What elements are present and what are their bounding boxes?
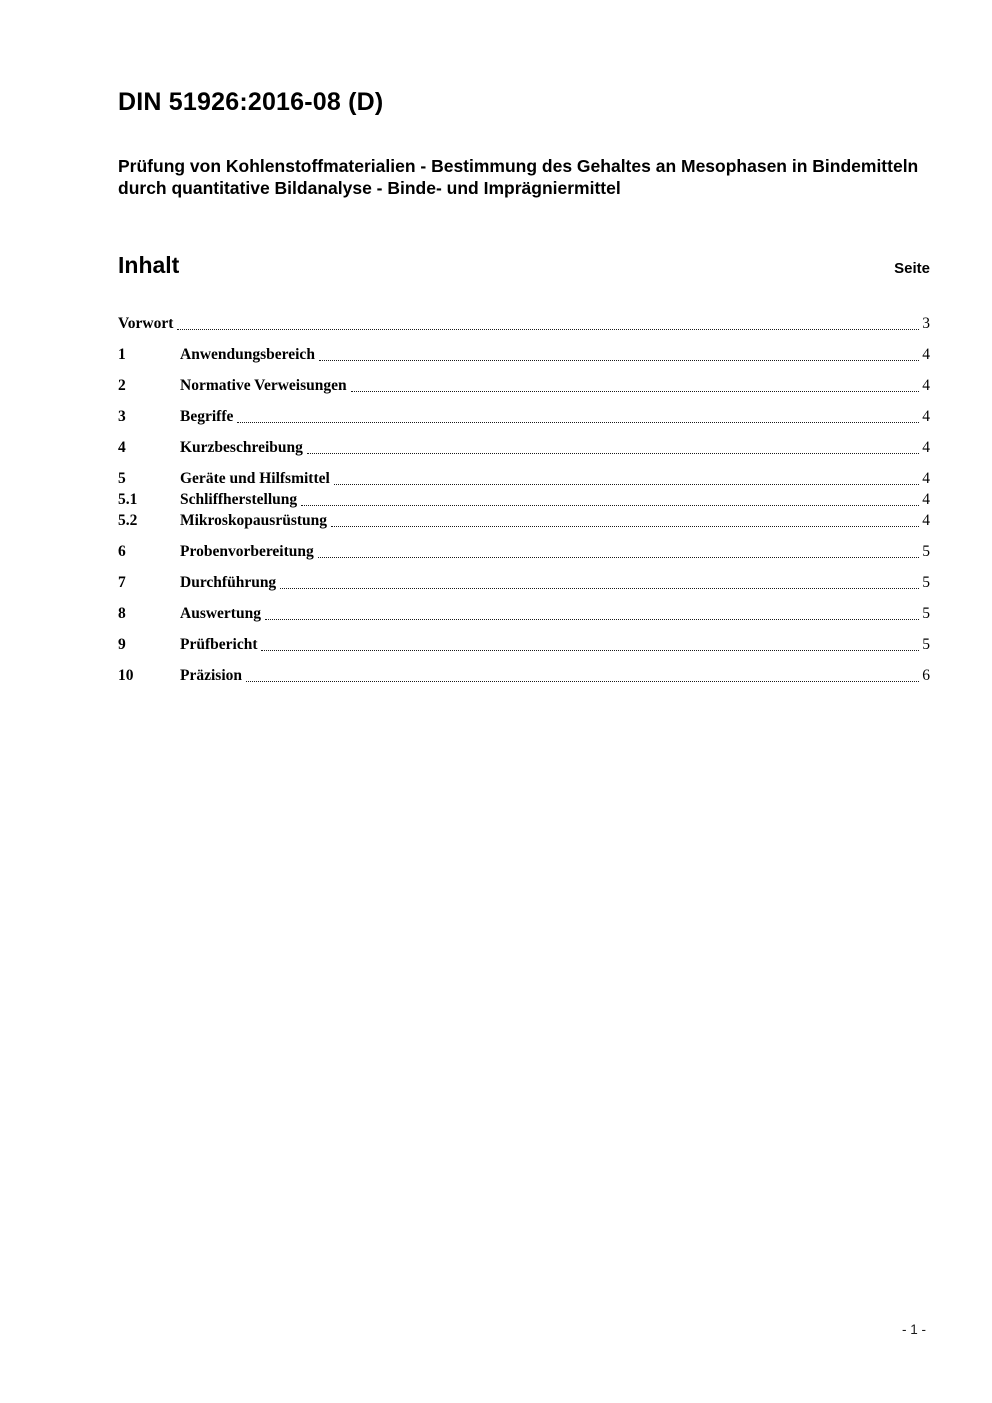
- doc-number: DIN 51926:2016-08 (D): [118, 88, 384, 116]
- toc-entry-label: Prüfbericht: [180, 635, 258, 653]
- toc-entry-number: 5.1: [118, 490, 138, 508]
- toc-entry-page: 4: [922, 469, 930, 487]
- toc-entry-number: 5: [118, 469, 126, 487]
- footer-page-number: - 1 -: [901, 1322, 926, 1337]
- toc-entry-5-1: [118, 489, 930, 510]
- toc-entry-label: Normative Verweisungen: [180, 376, 347, 394]
- toc-list: [118, 313, 930, 686]
- toc-entry-number: 10: [118, 666, 134, 684]
- toc-entry-10: [118, 665, 930, 686]
- toc-entry-8: [118, 603, 930, 624]
- toc-entry-label: Auswertung: [180, 604, 261, 622]
- toc-dot-leader: [318, 557, 919, 558]
- toc-entry-number: 7: [118, 573, 126, 591]
- toc-entry-label: Mikroskopausrüstung: [180, 511, 328, 529]
- toc-dot-leader: [334, 484, 919, 485]
- toc-entry-number: 5.2: [118, 511, 138, 529]
- toc-entry-page: 6: [922, 666, 930, 684]
- toc-entry-label: Kurzbeschreibung: [180, 438, 303, 456]
- toc-entry-label: Schliffherstellung: [180, 490, 298, 508]
- toc-dot-leader: [265, 619, 919, 620]
- toc-entry-number: 3: [118, 407, 126, 425]
- toc-entry-page: 3: [922, 314, 930, 332]
- toc-entry-page: 5: [922, 573, 930, 591]
- toc-entry-page: 4: [922, 490, 930, 508]
- toc-entry-label: Geräte und Hilfsmittel: [180, 469, 330, 487]
- toc-entry-1: [118, 344, 930, 365]
- toc-entry-label: Durchführung: [180, 573, 277, 591]
- toc-entry-label: Probenvorbereitung: [180, 542, 314, 560]
- toc-dot-leader: [351, 391, 920, 392]
- toc-entry-label: Anwendungsbereich: [180, 345, 315, 363]
- toc-entry-number: 9: [118, 635, 126, 653]
- toc-entry-6: [118, 541, 930, 562]
- toc-entry-number: 4: [118, 438, 126, 456]
- toc-entry-label: Präzision: [180, 666, 242, 684]
- toc-entry-9: [118, 634, 930, 655]
- toc-entry-label: Vorwort: [118, 314, 174, 332]
- toc-entry-label: Begriffe: [180, 407, 234, 425]
- toc-dot-leader: [319, 360, 919, 361]
- toc-heading: Inhalt: [118, 251, 180, 278]
- toc-entry-4: [118, 437, 930, 458]
- toc-entry-page: 4: [922, 376, 930, 394]
- toc-entry-number: 1: [118, 345, 126, 363]
- toc-entry-number: 8: [118, 604, 126, 622]
- toc-entry-5: [118, 468, 930, 489]
- toc-entry-vorwort: [118, 313, 930, 334]
- toc-dot-leader: [261, 650, 919, 651]
- toc-entry-page: 4: [922, 345, 930, 363]
- toc-page-column-label: Seite: [894, 259, 930, 277]
- toc-entry-page: 5: [922, 604, 930, 622]
- toc-entry-5-2: [118, 510, 930, 531]
- toc-entry-page: 4: [922, 438, 930, 456]
- toc-entry-page: 4: [922, 407, 930, 425]
- toc-entry-number: 2: [118, 376, 126, 394]
- toc-entry-number: 6: [118, 542, 126, 560]
- toc-header: [118, 252, 930, 279]
- toc-entry-7: [118, 572, 930, 593]
- toc-dot-leader: [331, 526, 919, 527]
- toc-dot-leader: [301, 505, 919, 506]
- toc-dot-leader: [280, 588, 919, 589]
- toc-entry-2: [118, 375, 930, 396]
- toc-entry-page: 5: [922, 635, 930, 653]
- doc-title: Prüfung von Kohlenstoffmaterialien - Bestimmung des Gehaltes an Mesophasen in Bindemitteln durch quantitative Bildanalyse - Binde- und Imprägniermittel: [118, 156, 919, 199]
- toc-entry-page: 5: [922, 542, 930, 560]
- toc-entry-3: [118, 406, 930, 427]
- toc-entry-page: 4: [922, 511, 930, 529]
- toc-dot-leader: [237, 422, 919, 423]
- toc-dot-leader: [246, 681, 919, 682]
- toc-dot-leader: [177, 329, 919, 330]
- toc-dot-leader: [307, 453, 919, 454]
